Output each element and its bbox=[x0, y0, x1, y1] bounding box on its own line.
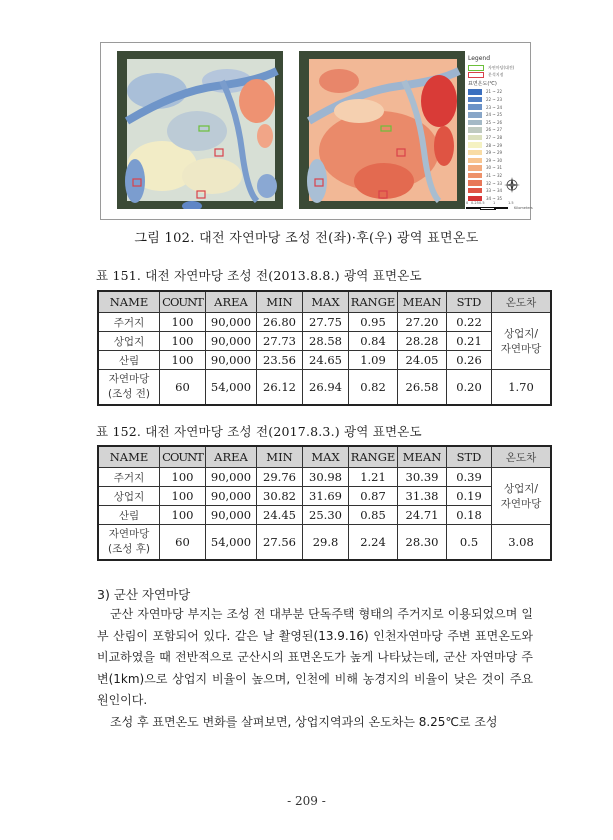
col-header: MAX bbox=[303, 446, 349, 468]
table-152 bbox=[97, 445, 552, 561]
legend-label: 26 ~ 27 bbox=[486, 127, 503, 133]
cell-range: 1.09 bbox=[349, 351, 398, 370]
legend-label: 32 ~ 33 bbox=[486, 180, 503, 186]
col-header: MEAN bbox=[398, 446, 447, 468]
legend-swatch bbox=[468, 188, 482, 194]
north-arrow-icon bbox=[503, 176, 521, 194]
table-header-row bbox=[98, 291, 551, 313]
legend-swatch bbox=[468, 89, 482, 95]
figure-caption: 그림 102. 대전 자연마당 조성 전(좌)·후(우) 광역 표면온도 bbox=[134, 231, 479, 246]
legend-label: 29 ~ 29 bbox=[486, 150, 503, 156]
name-line2: (조성 후) bbox=[108, 543, 150, 555]
cell-mean: 24.71 bbox=[398, 506, 447, 525]
legend-item-boundary bbox=[468, 64, 526, 72]
scale-segment bbox=[494, 207, 508, 209]
table-row bbox=[98, 332, 551, 351]
col-header: MIN bbox=[257, 446, 303, 468]
cell-diff-label bbox=[492, 468, 552, 525]
map-after bbox=[299, 51, 465, 209]
cell-count: 100 bbox=[160, 487, 206, 506]
cell-min: 29.76 bbox=[257, 468, 303, 487]
col-header: MIN bbox=[257, 291, 303, 313]
table-151-caption: 표 151. 대전 자연마당 조성 전(2013.8.8.) 광역 표면온도 bbox=[96, 268, 422, 283]
cell-range: 0.82 bbox=[349, 370, 398, 406]
cell-max: 27.75 bbox=[303, 313, 349, 332]
cell-count: 100 bbox=[160, 468, 206, 487]
cell-max: 29.8 bbox=[303, 525, 349, 561]
table-row bbox=[98, 487, 551, 506]
cell-std: 0.22 bbox=[447, 313, 492, 332]
cell-max: 26.94 bbox=[303, 370, 349, 406]
section-heading: 3) 군산 자연마당 bbox=[97, 587, 191, 602]
table-header-row bbox=[98, 446, 551, 468]
table-152-caption: 표 152. 대전 자연마당 조성 전(2017.8.3.) 광역 표면온도 bbox=[96, 424, 422, 439]
col-header: STD bbox=[447, 446, 492, 468]
table-row bbox=[98, 525, 551, 561]
cell-min: 27.73 bbox=[257, 332, 303, 351]
name-line1: 자연마당 bbox=[108, 528, 150, 540]
legend-swatch bbox=[468, 135, 482, 141]
legend-swatch bbox=[468, 97, 482, 103]
legend-label: 23 ~ 24 bbox=[486, 104, 503, 110]
cell-std: 0.20 bbox=[447, 370, 492, 406]
cell-diff-label bbox=[492, 313, 552, 370]
scale-label: 0.25 bbox=[471, 201, 479, 205]
cell-area: 90,000 bbox=[206, 351, 257, 370]
cell-area: 90,000 bbox=[206, 332, 257, 351]
legend-class-item bbox=[468, 134, 526, 142]
cell-max: 24.65 bbox=[303, 351, 349, 370]
cell-std: 0.39 bbox=[447, 468, 492, 487]
legend-label: 30 ~ 31 bbox=[486, 165, 503, 171]
cell-max: 25.30 bbox=[303, 506, 349, 525]
cell-std: 0.19 bbox=[447, 487, 492, 506]
col-header: MEAN bbox=[398, 291, 447, 313]
body-paragraph: 조성 후 표면온도 변화를 살펴보면, 상업지역과의 온도차는 8.25℃로 조성 bbox=[110, 715, 498, 729]
col-header: RANGE bbox=[349, 446, 398, 468]
cell-area: 90,000 bbox=[206, 506, 257, 525]
cell-name bbox=[98, 370, 160, 406]
cell-count: 100 bbox=[160, 506, 206, 525]
col-header: AREA bbox=[206, 291, 257, 313]
legend-swatch bbox=[468, 112, 482, 118]
legend-label: 31 ~ 32 bbox=[486, 173, 503, 179]
legend-title: Legend bbox=[468, 55, 491, 62]
cell-name bbox=[98, 525, 160, 561]
heatmap-before bbox=[117, 51, 283, 209]
legend-label: 분석지점 bbox=[488, 72, 504, 78]
cell-mean: 31.38 bbox=[398, 487, 447, 506]
diff-label-line2: 자연마당 bbox=[500, 343, 542, 355]
col-header: MAX bbox=[303, 291, 349, 313]
legend-class-item bbox=[468, 157, 526, 165]
legend-scale-title: 표면온도(℃) bbox=[468, 81, 497, 88]
legend-swatch bbox=[468, 65, 484, 71]
map-before bbox=[117, 51, 283, 209]
cell-range: 1.21 bbox=[349, 468, 398, 487]
legend-class-item bbox=[468, 119, 526, 127]
legend-label: 27 ~ 28 bbox=[486, 135, 503, 141]
cell-min: 30.82 bbox=[257, 487, 303, 506]
cell-mean: 30.39 bbox=[398, 468, 447, 487]
cell-name: 주거지 bbox=[98, 468, 160, 487]
cell-count: 60 bbox=[160, 370, 206, 406]
cell-std: 0.26 bbox=[447, 351, 492, 370]
legend-label: 자연마당(대전) bbox=[488, 64, 515, 70]
name-line2: (조성 전) bbox=[108, 388, 150, 400]
cell-count: 100 bbox=[160, 313, 206, 332]
legend-swatch bbox=[468, 142, 482, 148]
cell-max: 31.69 bbox=[303, 487, 349, 506]
scale-label: 1 bbox=[493, 201, 496, 205]
cell-min: 26.12 bbox=[257, 370, 303, 406]
cell-range: 0.95 bbox=[349, 313, 398, 332]
legend-swatch bbox=[468, 165, 482, 171]
cell-std: 0.21 bbox=[447, 332, 492, 351]
legend-swatch bbox=[468, 150, 482, 156]
cell-count: 100 bbox=[160, 332, 206, 351]
legend-class-item bbox=[468, 164, 526, 172]
cell-name: 산림 bbox=[98, 351, 160, 370]
col-header: COUNT bbox=[160, 291, 206, 313]
cell-area: 90,000 bbox=[206, 468, 257, 487]
col-header: 온도차 bbox=[492, 446, 552, 468]
heatmap-after bbox=[299, 51, 465, 209]
legend-swatch bbox=[468, 173, 482, 179]
table-row bbox=[98, 468, 551, 487]
legend-swatch bbox=[468, 120, 482, 126]
body-paragraph: 군산 자연마당 부지는 조성 전 대부분 단독주택 형태의 주거지로 이용되었으며 일부 산림이 포함되어 있다. 같은 날 촬영된(13.9.16) 인천자연마당 주변 표면온도와 비교하였을 때 전반적으로 군산시의 표면온도가 높게 나타났는데, 군산 자연마당 주변(1km)으로 상업지 비율이 높으며, 인천에 비해 농경지의 비율이 낮은 것이 주요 원인이다. bbox=[97, 607, 533, 707]
cell-area: 54,000 bbox=[206, 370, 257, 406]
cell-max: 30.98 bbox=[303, 468, 349, 487]
legend-swatch bbox=[468, 104, 482, 110]
legend-class-item bbox=[468, 111, 526, 119]
legend-class-item bbox=[468, 88, 526, 96]
cell-range: 2.24 bbox=[349, 525, 398, 561]
cell-min: 26.80 bbox=[257, 313, 303, 332]
cell-range: 0.85 bbox=[349, 506, 398, 525]
cell-std: 0.5 bbox=[447, 525, 492, 561]
legend-class-item bbox=[468, 96, 526, 104]
legend-class-item bbox=[468, 149, 526, 157]
table-151 bbox=[97, 290, 552, 406]
cell-count: 100 bbox=[160, 351, 206, 370]
cell-mean: 27.20 bbox=[398, 313, 447, 332]
legend-label: 21 ~ 22 bbox=[486, 89, 503, 95]
page-number: - 209 - bbox=[287, 794, 326, 808]
col-header: STD bbox=[447, 291, 492, 313]
scale-segment bbox=[466, 207, 480, 209]
legend-label: 22 ~ 23 bbox=[486, 97, 503, 103]
cell-mean: 28.30 bbox=[398, 525, 447, 561]
cell-mean: 28.28 bbox=[398, 332, 447, 351]
legend-label: 28 ~ 29 bbox=[486, 142, 503, 148]
col-header: AREA bbox=[206, 446, 257, 468]
cell-range: 0.84 bbox=[349, 332, 398, 351]
cell-name: 상업지 bbox=[98, 332, 160, 351]
legend-item-point bbox=[468, 72, 526, 80]
scale-label: 1.5 bbox=[508, 201, 514, 205]
cell-area: 90,000 bbox=[206, 487, 257, 506]
legend-class-item bbox=[468, 103, 526, 111]
cell-min: 24.45 bbox=[257, 506, 303, 525]
cell-range: 0.87 bbox=[349, 487, 398, 506]
legend-label: 24 ~ 25 bbox=[486, 112, 503, 118]
cell-area: 54,000 bbox=[206, 525, 257, 561]
legend-label: 33 ~ 34 bbox=[486, 188, 503, 194]
col-header: 온도차 bbox=[492, 291, 552, 313]
cell-diff: 3.08 bbox=[492, 525, 552, 561]
legend-swatch bbox=[468, 158, 482, 164]
name-line1: 자연마당 bbox=[108, 373, 150, 385]
figure-frame bbox=[100, 42, 531, 220]
legend-class-item bbox=[468, 126, 526, 134]
cell-max: 28.58 bbox=[303, 332, 349, 351]
table-row bbox=[98, 506, 551, 525]
diff-label-line2: 자연마당 bbox=[500, 498, 542, 510]
legend-swatch bbox=[468, 72, 484, 78]
col-header: NAME bbox=[98, 291, 160, 313]
diff-label-line1: 상업지/ bbox=[504, 483, 538, 495]
cell-min: 27.56 bbox=[257, 525, 303, 561]
legend-swatch bbox=[468, 180, 482, 186]
col-header: COUNT bbox=[160, 446, 206, 468]
cell-area: 90,000 bbox=[206, 313, 257, 332]
cell-name: 주거지 bbox=[98, 313, 160, 332]
col-header: RANGE bbox=[349, 291, 398, 313]
table-row bbox=[98, 351, 551, 370]
legend-label: 25 ~ 26 bbox=[486, 119, 503, 125]
legend-class-item bbox=[468, 141, 526, 149]
cell-mean: 24.05 bbox=[398, 351, 447, 370]
scale-label: 0 bbox=[466, 201, 469, 205]
cell-min: 23.56 bbox=[257, 351, 303, 370]
table-row bbox=[98, 313, 551, 332]
legend-label: 29 ~ 30 bbox=[486, 157, 503, 163]
cell-mean: 26.58 bbox=[398, 370, 447, 406]
col-header: NAME bbox=[98, 446, 160, 468]
table-row bbox=[98, 370, 551, 406]
cell-std: 0.18 bbox=[447, 506, 492, 525]
diff-label-line1: 상업지/ bbox=[504, 328, 538, 340]
cell-count: 60 bbox=[160, 525, 206, 561]
scale-label: Kilometers bbox=[514, 206, 533, 210]
cell-diff: 1.70 bbox=[492, 370, 552, 406]
legend-swatch bbox=[468, 127, 482, 133]
scale-bar bbox=[466, 201, 533, 211]
cell-name: 산림 bbox=[98, 506, 160, 525]
scale-label: 0.5 bbox=[479, 201, 485, 205]
legend-label: 34 ~ 35 bbox=[486, 195, 503, 201]
cell-name: 상업지 bbox=[98, 487, 160, 506]
